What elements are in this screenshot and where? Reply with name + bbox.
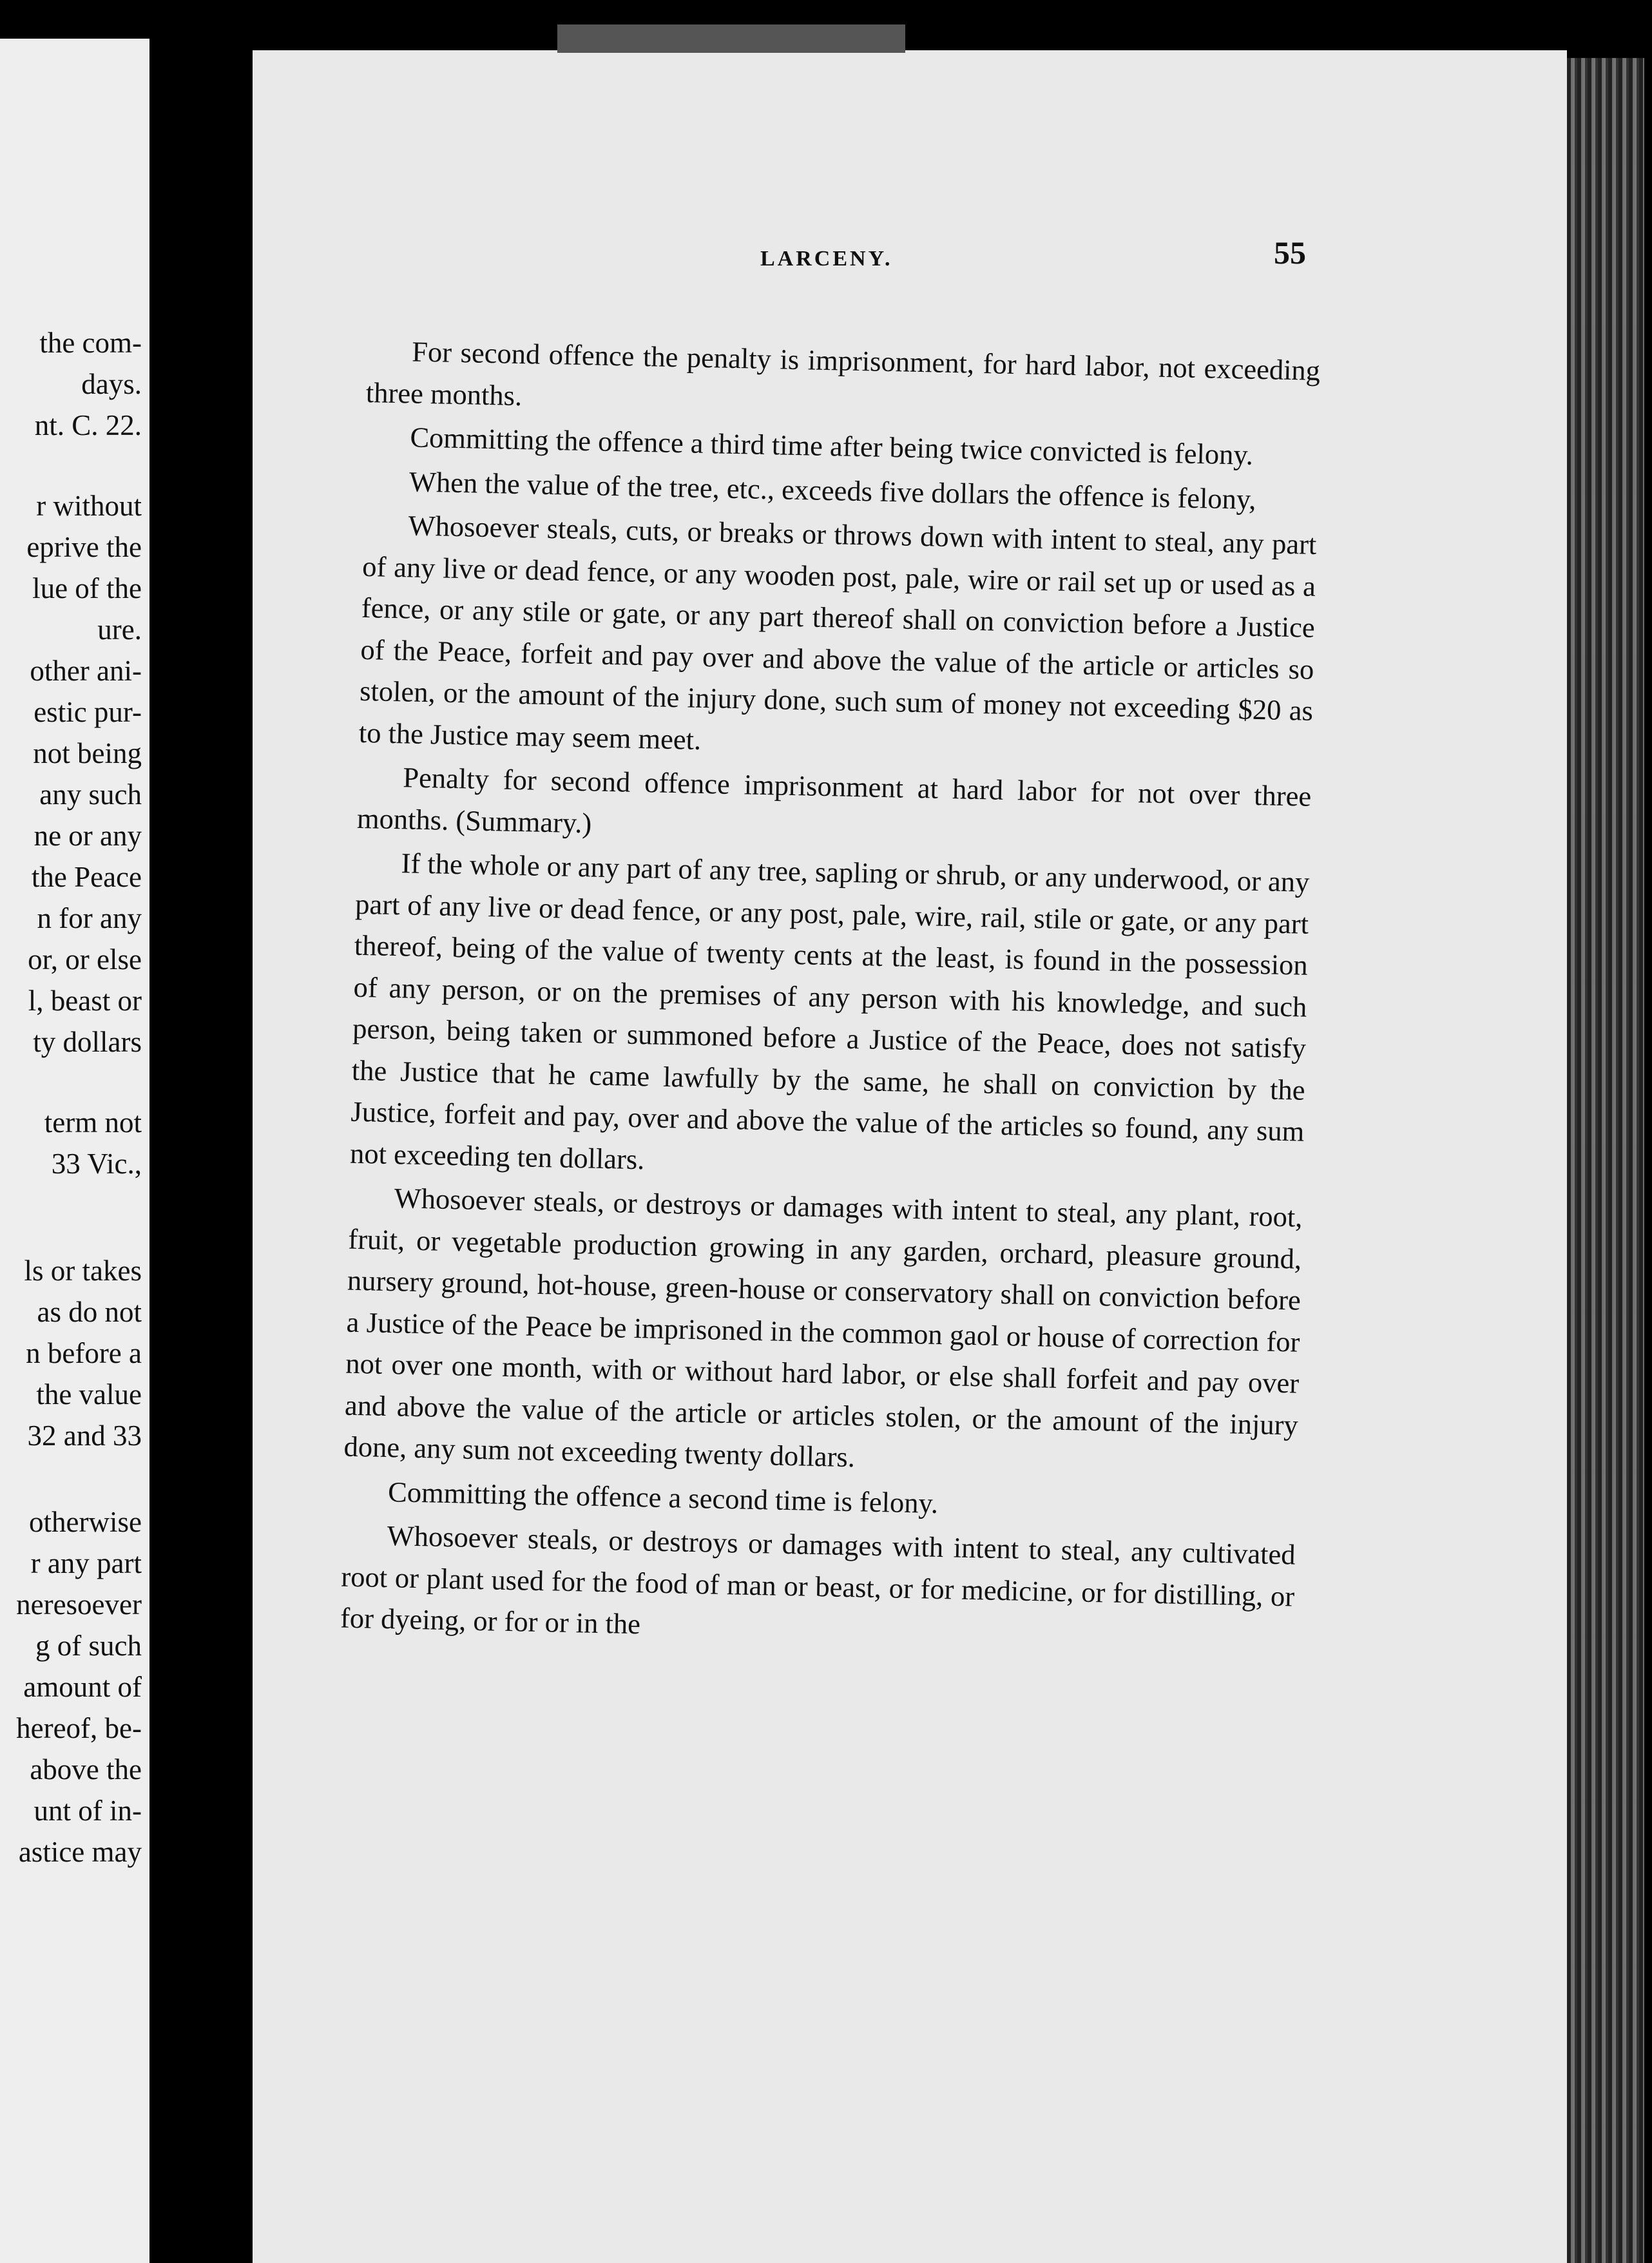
paragraph: Whosoever steals, or destroys or damages with intent to steal, any plant, root, fruit, or vegetable production growing in any garden, orchard, pleasure ground, nursery ground, hot-house, green-house or conservatory shall on conviction before a Justice of the Peace be imprisoned in the common gaol or house of correction for not over one month, with or without hard labor, or else shall forfeit and pay over and above the value of the article or articles stolen, or the amount of the injury done, any sum not exceeding twenty dollars. [343, 1182, 1303, 1474]
left-page-line: the Peace [31, 861, 142, 893]
paragraph: Committing the offence a third time after being twice convicted is felony. [410, 421, 1254, 471]
left-page-line: the value [36, 1378, 142, 1411]
left-page-line: eprive the [26, 531, 142, 563]
paragraph: If the whole or any part of any tree, sapling or shrub, or any underwood, or any part of any live or dead fence, or any post, pale, wire, rail, stile or gate, or any part thereof, being of the value of twenty cents at the least, is found in the possession of any person, or on the premises of any person with his knowledge, and such person, being taken or summoned before a Justice of the Peace, does not satisfy the Justice that he came lawfully by the same, he shall on conviction by the Justice, forfeit and pay, over and above the value of the articles so found, any sum not exceeding ten dollars. [349, 847, 1310, 1175]
left-page-line: g of such [35, 1630, 142, 1662]
left-page-line: nt. C. 22. [34, 409, 142, 441]
paragraph: For second offence the penalty is imprisonment, for hard labor, not exceeding three months. [365, 335, 1321, 412]
left-page-line: neresoever [16, 1588, 142, 1621]
left-page-line: above the [30, 1753, 142, 1786]
paragraph: Whosoever steals, or destroys or damages with intent to steal, any cultivated root or plant used for the food of man or beast, or for medicine, or for distilling, or for dyeing, or for or in the [340, 1519, 1296, 1641]
left-page-line: r any part [30, 1547, 142, 1579]
left-page-line: or, or else [28, 943, 142, 976]
left-page-line: astice may [18, 1836, 142, 1868]
left-page-line: lue of the [32, 572, 142, 604]
left-page-line: l, beast or [28, 985, 142, 1017]
left-page-line: r without [36, 490, 142, 522]
left-page-line: otherwise [29, 1506, 142, 1538]
left-page-line: n before a [26, 1337, 142, 1369]
left-facing-page [0, 39, 149, 2263]
scan-artifact-band [557, 24, 905, 53]
left-page-line: any such [39, 778, 142, 811]
left-page-line: other ani- [30, 655, 142, 687]
left-page-line: ls or takes [24, 1255, 142, 1287]
running-title: LARCENY. [760, 247, 893, 271]
left-page-line: 32 and 33 [27, 1420, 142, 1452]
left-page-line: ty dollars [33, 1026, 142, 1058]
left-page-line: 33 Vic., [51, 1148, 142, 1180]
left-page-line: unt of in- [34, 1795, 142, 1827]
left-page-line: ure. [97, 613, 142, 646]
running-head [503, 234, 1340, 279]
paragraph: When the value of the tree, etc., exceeds five dollars the offence is felony, [408, 465, 1256, 515]
body-text [340, 330, 1320, 1659]
left-page-line: amount of [23, 1671, 142, 1703]
left-page-line: ne or any [34, 820, 142, 852]
paragraph: Penalty for second offence imprisonment at hard labor for not over three months. (Summary.) [356, 761, 1312, 839]
page-number: 55 [1274, 235, 1306, 271]
left-page-line: n for any [37, 902, 142, 934]
paragraph: Committing the offence a second time is felony. [387, 1475, 939, 1519]
page-edges [1567, 58, 1644, 2263]
left-page-line: estic pur- [34, 696, 142, 728]
left-page-line: the com- [39, 327, 142, 359]
left-page-line: as do not [37, 1296, 142, 1328]
paragraph: Whosoever steals, cuts, or breaks or throws down with intent to steal, any part of any live or dead fence, or any wooden post, pale, wire or rail set up or used as a fence, or any stile or gate, or any part thereof shall on conviction before a Justice of the Peace, forfeit and pay over and above the value of the article or articles so stolen, or the amount of the injury done, such sum of money not exceeding $20 as to the Justice may seem meet. [358, 509, 1317, 756]
left-page-line: days. [81, 368, 142, 400]
left-page-line: term not [44, 1106, 142, 1139]
left-page-line: hereof, be- [16, 1712, 142, 1744]
left-page-line: not being [33, 737, 142, 769]
